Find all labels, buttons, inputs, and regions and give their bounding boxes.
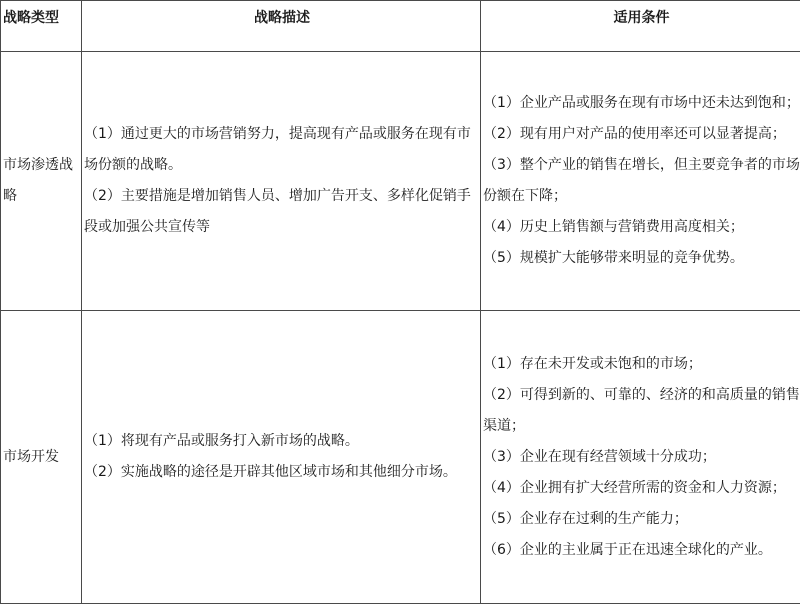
condition-item: （3）企业在现有经营领域十分成功； bbox=[483, 442, 800, 473]
strategy-type-cell bbox=[1, 52, 82, 311]
header-strategy-description: 战略描述 bbox=[82, 1, 481, 52]
condition-item: （6）企业的主业属于正在迅速全球化的产业。 bbox=[483, 535, 800, 566]
description-item: （2）主要措施是增加销售人员、增加广告开支、多样化促销手段或加强公共宣传等 bbox=[84, 181, 480, 243]
table-row-market-penetration bbox=[1, 52, 800, 311]
applicable-conditions-cell bbox=[481, 52, 800, 311]
description-item: （2）实施战略的途径是开辟其他区域市场和其他细分市场。 bbox=[84, 457, 480, 488]
strategy-description-cell bbox=[82, 52, 481, 311]
description-item: （1）将现有产品或服务打入新市场的战略。 bbox=[84, 426, 480, 457]
header-applicable-conditions: 适用条件 bbox=[481, 1, 800, 52]
strategy-type-cell bbox=[1, 311, 82, 604]
condition-item: （1）存在未开发或未饱和的市场； bbox=[483, 349, 800, 380]
table-row-market-development bbox=[1, 311, 800, 604]
condition-item: （4）企业拥有扩大经营所需的资金和人力资源； bbox=[483, 473, 800, 504]
header-row bbox=[1, 1, 800, 52]
applicable-conditions-cell bbox=[481, 311, 800, 604]
header-strategy-type: 战略类型 bbox=[1, 1, 82, 52]
description-item: （1）通过更大的市场营销努力，提高现有产品或服务在现有市场份额的战略。 bbox=[84, 119, 480, 181]
condition-item: （2）可得到新的、可靠的、经济的和高质量的销售渠道； bbox=[483, 380, 800, 442]
strategy-type-label: 市场开发 bbox=[3, 449, 59, 465]
strategy-description-cell bbox=[82, 311, 481, 604]
condition-item: （1）企业产品或服务在现有市场中还未达到饱和； bbox=[483, 88, 800, 119]
condition-item: （3）整个产业的销售在增长，但主要竞争者的市场份额在下降； bbox=[483, 150, 800, 212]
condition-item: （5）规模扩大能够带来明显的竞争优势。 bbox=[483, 243, 800, 274]
condition-item: （4）历史上销售额与营销费用高度相关； bbox=[483, 212, 800, 243]
condition-item: （2）现有用户对产品的使用率还可以显著提高； bbox=[483, 119, 800, 150]
strategy-type-label: 市场渗透战略 bbox=[3, 157, 73, 204]
condition-item: （5）企业存在过剩的生产能力； bbox=[483, 504, 800, 535]
